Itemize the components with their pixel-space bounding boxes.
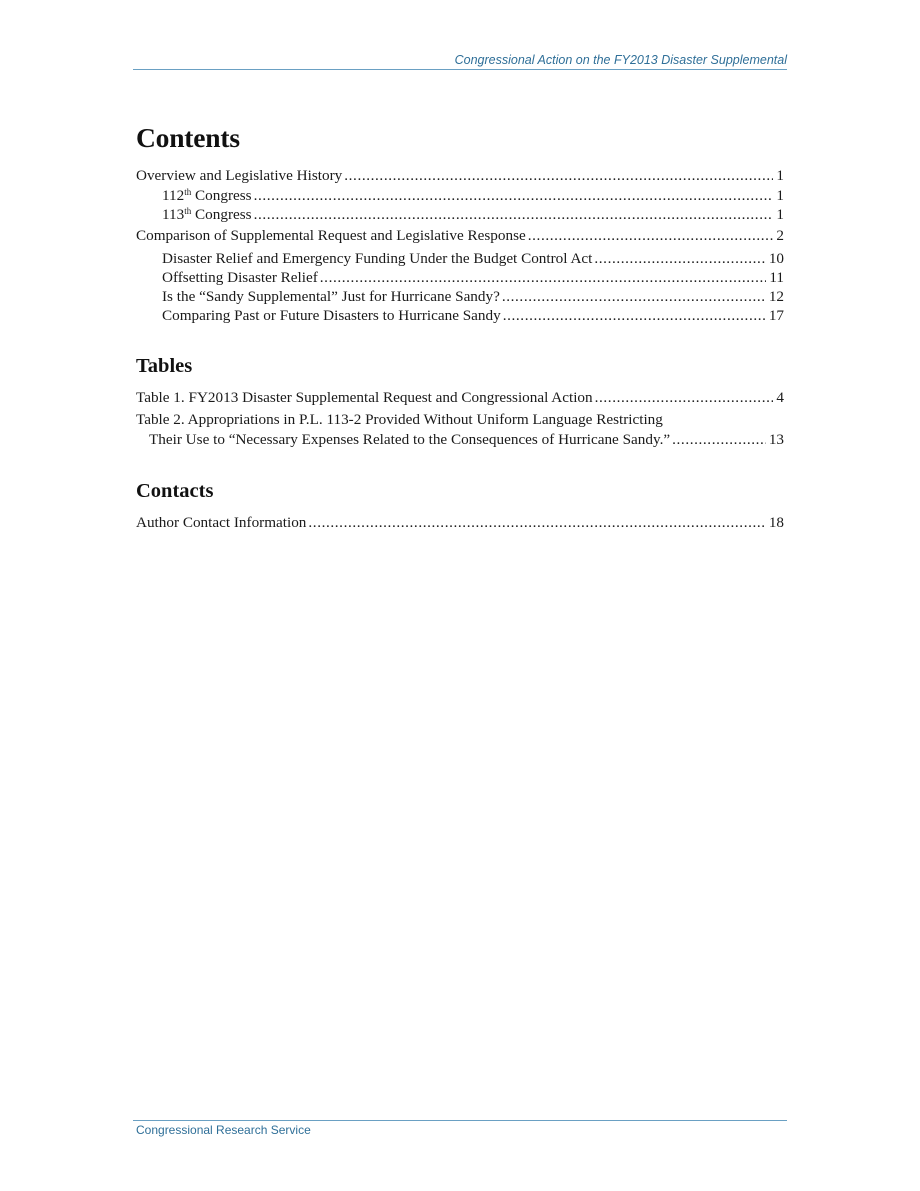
toc-entry-page: 13 — [768, 431, 784, 448]
dot-leader — [594, 249, 765, 268]
dot-leader — [595, 388, 774, 408]
toc-entry-sandy-supplemental[interactable] — [136, 287, 784, 306]
table-of-contents — [136, 122, 784, 533]
dot-leader — [254, 186, 774, 205]
contents-heading: Contents — [136, 122, 240, 153]
toc-entry-page: 1 — [776, 187, 784, 204]
toc-entry-table-1[interactable] — [136, 388, 784, 408]
toc-entry-label: Comparing Past or Future Disasters to Hurricane Sandy — [162, 307, 501, 324]
toc-entry-label: Overview and Legislative History — [136, 167, 343, 184]
toc-entry-page: 18 — [768, 514, 784, 531]
footer-rule — [133, 1120, 787, 1121]
contents-list — [136, 166, 784, 325]
toc-entry-budget-control-act[interactable] — [136, 249, 784, 268]
dot-leader — [320, 268, 767, 287]
toc-entry-113th-congress[interactable] — [136, 205, 784, 224]
toc-entry-page: 1 — [776, 206, 784, 223]
tables-heading: Tables — [136, 355, 193, 377]
contacts-list — [136, 513, 784, 533]
toc-entry-overview[interactable] — [136, 166, 784, 186]
toc-entry-page: 10 — [768, 250, 784, 267]
dot-leader — [308, 513, 765, 533]
toc-entry-page: 17 — [768, 307, 784, 324]
toc-entry-comparison[interactable] — [136, 226, 784, 246]
toc-entry-page: 1 — [776, 167, 784, 184]
dot-leader — [254, 205, 774, 224]
toc-entry-label: 113th Congress — [162, 206, 252, 223]
running-footer: Congressional Research Service — [136, 1123, 311, 1137]
tables-list — [136, 388, 784, 450]
dot-leader — [503, 306, 766, 325]
toc-entry-label: 112th Congress — [162, 187, 252, 204]
dot-leader — [528, 226, 774, 246]
toc-entry-comparing-disasters[interactable] — [136, 306, 784, 325]
dot-leader — [502, 287, 766, 306]
dot-leader — [344, 166, 773, 186]
toc-entry-page: 12 — [768, 288, 784, 305]
toc-entry-offsetting[interactable] — [136, 268, 784, 287]
toc-entry-label: Table 1. FY2013 Disaster Supplemental Request and Congressional Action — [136, 389, 593, 406]
toc-entry-table-2[interactable] — [136, 410, 784, 450]
toc-entry-label: Is the “Sandy Supplemental” Just for Hurricane Sandy? — [162, 288, 500, 305]
header-rule — [133, 69, 787, 70]
tables-section — [136, 355, 784, 450]
toc-entry-page: 4 — [776, 389, 784, 406]
toc-entry-label: Offsetting Disaster Relief — [162, 269, 318, 286]
toc-entry-page: 11 — [769, 269, 784, 286]
running-header: Congressional Action on the FY2013 Disaster Supplemental — [454, 53, 787, 67]
toc-entry-author-contact[interactable] — [136, 513, 784, 533]
contacts-heading: Contacts — [136, 480, 214, 502]
toc-entry-label: Disaster Relief and Emergency Funding Under the Budget Control Act — [162, 250, 593, 267]
toc-entry-label: Table 2. Appropriations in P.L. 113-2 Provided Without Uniform Language Restricting — [136, 411, 663, 428]
toc-entry-page: 2 — [776, 227, 784, 244]
contacts-section — [136, 480, 784, 533]
toc-entry-label: Comparison of Supplemental Request and Legislative Response — [136, 227, 526, 244]
toc-entry-112th-congress[interactable] — [136, 186, 784, 205]
toc-entry-label-continued: Their Use to “Necessary Expenses Related to the Consequences of Hurricane Sandy.” — [149, 431, 671, 448]
dot-leader — [672, 430, 766, 450]
toc-entry-label: Author Contact Information — [136, 514, 307, 531]
